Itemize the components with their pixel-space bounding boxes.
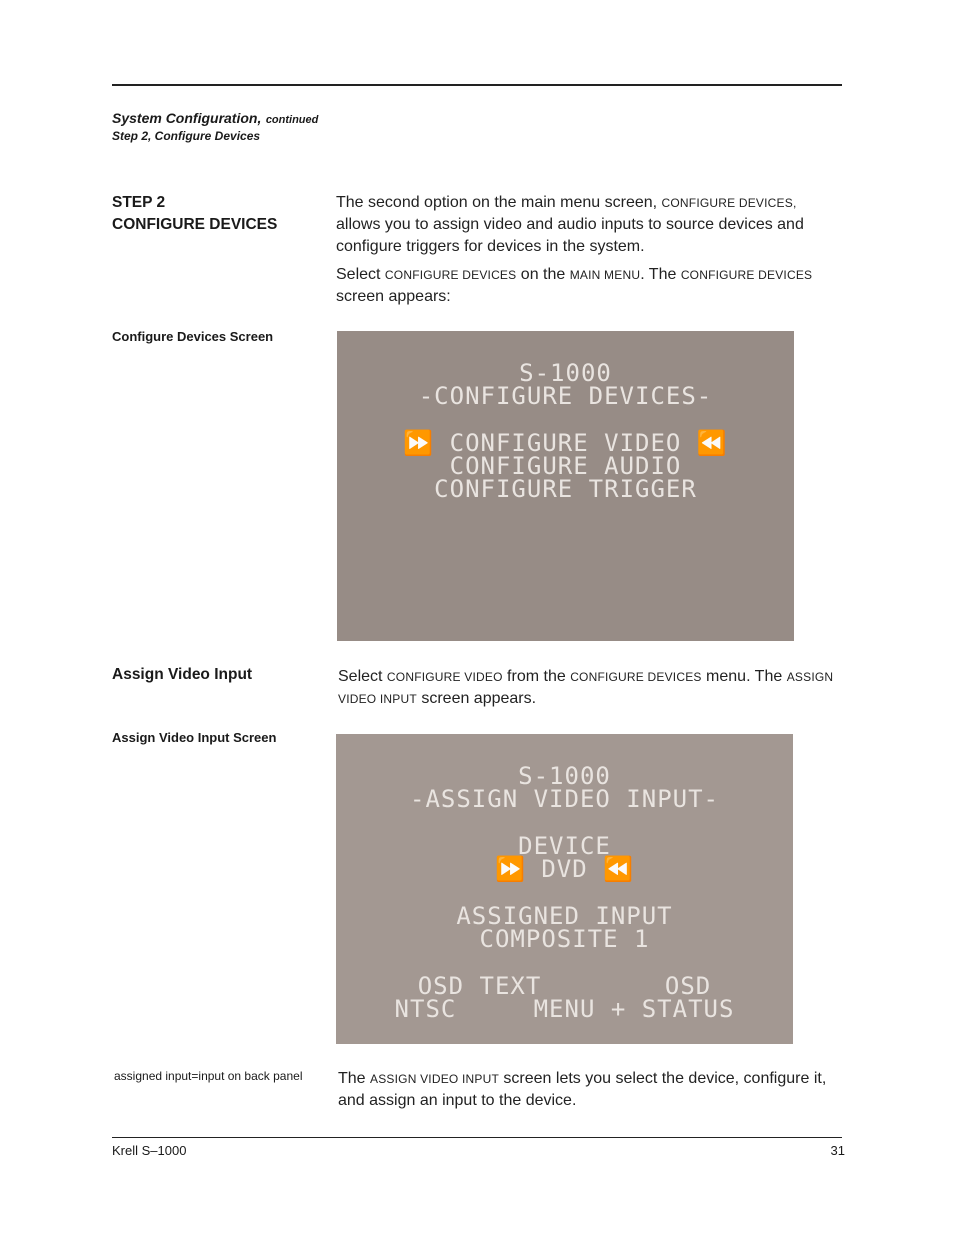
- footer-rule: [112, 1137, 842, 1138]
- screen1-line-title: -CONFIGURE DEVICES-: [418, 382, 713, 410]
- screen2-line-device-label: DEVICE: [518, 832, 611, 860]
- step-paragraph-2: Select CONFIGURE DEVICES on the MAIN MENU. The CONFIGURE DEVICES screen appears:: [336, 266, 813, 305]
- screen1-line-trigger: CONFIGURE TRIGGER: [434, 475, 697, 503]
- header-continued: continued: [265, 114, 319, 126]
- step-heading: [112, 192, 322, 236]
- page-number: 31: [830, 1143, 845, 1158]
- footer-product: Krell S–1000: [112, 1143, 187, 1158]
- screen2-line-input-value: COMPOSITE 1: [479, 925, 650, 953]
- running-header: [112, 110, 512, 143]
- assign-body: [338, 666, 838, 716]
- screen1-caption: Configure Devices Screen: [112, 329, 274, 344]
- header-subtitle: Step 2, Configure Devices: [112, 129, 261, 143]
- step-heading-line1: STEP 2: [112, 194, 166, 211]
- assign-heading: Assign Video Input: [112, 666, 253, 683]
- screen2-line-osd-labels: OSD TEXT OSD: [417, 972, 712, 1000]
- assign-video-input-screen: [336, 734, 793, 1044]
- side-note: assigned input=input on back panel: [114, 1069, 303, 1083]
- configure-devices-screen: [337, 331, 794, 641]
- screen2-caption: Assign Video Input Screen: [112, 730, 277, 745]
- assign-paragraph: Select CONFIGURE VIDEO from the CONFIGURE DEVICES menu. The ASSIGN VIDEO INPUT screen appears.: [338, 668, 834, 707]
- screen1-line-model: S-1000: [519, 359, 612, 387]
- screen2-line-model: S-1000: [518, 762, 611, 790]
- header-rule: [112, 84, 842, 86]
- step-body: [336, 192, 836, 314]
- step-heading-line2: CONFIGURE DEVICES: [112, 216, 278, 233]
- screen2-line-osd-values: NTSC MENU + STATUS: [394, 995, 735, 1023]
- screen2-line-input-label: ASSIGNED INPUT: [456, 902, 673, 930]
- step-paragraph-1: The second option on the main menu screen, CONFIGURE DEVICES, allows you to assign video and audio inputs to source devices and configure triggers for devices in the system.: [336, 194, 804, 255]
- header-title: System Configuration,: [112, 110, 262, 126]
- note-body: [338, 1068, 838, 1118]
- screen2-line-device-value: ⏩ DVD ⏪: [494, 855, 634, 883]
- screen1-line-audio: CONFIGURE AUDIO: [449, 452, 682, 480]
- screen1-line-video: ⏩ CONFIGURE VIDEO ⏪: [403, 429, 728, 457]
- screen2-line-title: -ASSIGN VIDEO INPUT-: [410, 785, 719, 813]
- note-paragraph: The ASSIGN VIDEO INPUT screen lets you select the device, configure it, and assign an input to the device.: [338, 1070, 827, 1109]
